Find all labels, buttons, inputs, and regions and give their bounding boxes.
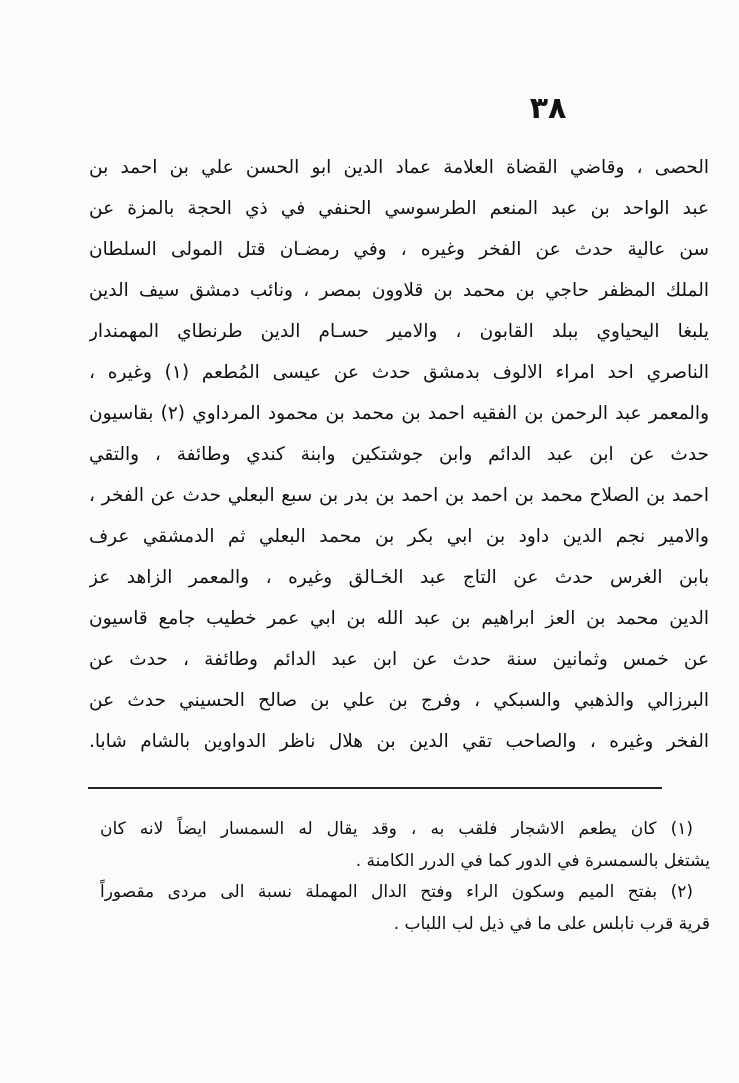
main-text: [89, 147, 709, 762]
body-line: الدين محمد بن العز ابراهيم بن عبد الله بن ابي عمر خطيب جامع قاسيون: [89, 608, 709, 629]
body-line: الناصري احد امراء الالوف بدمشق حدث عن عيسى المُطعم (١) وغيره ،: [89, 362, 709, 383]
footnote-line: (١) كان يطعم الاشجار فلقب به ، وقد يقال له السمسار ايضاً لانه كان: [100, 819, 693, 839]
body-line: الملك المظفر حاجي بن محمد بن قلاوون بمصر ، ونائب دمشق سيف الدين: [89, 280, 709, 301]
page-number: ٣٨: [529, 91, 567, 126]
footnote-line: قرية قرب نابلس على ما في ذيل لب اللباب .: [393, 914, 710, 934]
footnote-2: [100, 876, 710, 940]
footnote-line: (٢) بفتح الميم وسكون الراء وفتح الدال المهملة نسبة الى مردى مقصوراً: [100, 882, 693, 902]
footnote-line: يشتغل بالسمسرة في الدور كما في الدرر الكامنة .: [355, 851, 710, 871]
body-line: والمعمر عبد الرحمن بن الفقيه احمد بن محمد بن محمود المرداوي (٢) بقاسيون: [89, 403, 709, 424]
footnote-separator: [88, 787, 662, 789]
body-line: الحصى ، وقاضي القضاة العلامة عماد الدين ابو الحسن علي بن احمد بن: [89, 157, 709, 178]
body-line: البرزالي والذهبي والسبكي ، وفرج بن علي بن صالح الحسيني حدث عن: [89, 690, 709, 711]
body-line: بابن الغرس حدث عن التاج عبد الخـالق وغيره ، والمعمر الزاهد عز: [89, 567, 709, 588]
body-line: سن عالية حدث عن الفخر وغيره ، وفي رمضـان قتل المولى السلطان: [89, 239, 709, 260]
footnote-1: [100, 813, 710, 877]
body-line: عبد الواحد بن عبد المنعم الطرسوسي الحنفي في ذي الحجة بالمزة عن: [89, 198, 709, 219]
body-line: احمد بن الصلاح محمد بن احمد بن احمد بن بدر بن سبع البعلي حدث عن الفخر ،: [89, 485, 709, 506]
body-line: عن خمس وثمانين سنة حدث عن ابن عبد الدائم وطائفة ، حدث عن: [89, 649, 709, 670]
body-line: حدث عن ابن عبد الدائم وابن جوشتكين وابنة كندي وطائفة ، والتقي: [89, 444, 709, 465]
body-line: والامير نجم الدين داود بن ابي بكر بن محمد البعلي ثم الدمشقي عرف: [89, 526, 709, 547]
body-line: يلبغا اليحياوي ببلد القابون ، والامير حسـام الدين طرنطاي المهمندار: [89, 321, 709, 342]
body-line: الفخر وغيره ، والصاحب تقي الدين بن هلال ناظر الدواوين بالشام شابا.: [89, 731, 709, 752]
